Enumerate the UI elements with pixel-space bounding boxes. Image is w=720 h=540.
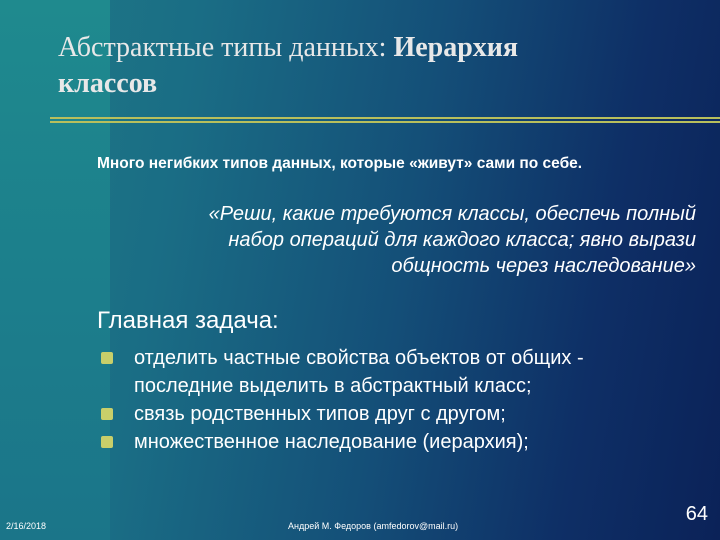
bullet-square-icon — [101, 408, 113, 420]
footer-date: 2/16/2018 — [6, 521, 47, 531]
quote-line: набор операций для каждого класса; явно вырази — [228, 229, 696, 251]
quote-line: «Реши, какие требуются классы, обеспечь полный — [208, 203, 696, 225]
title-bold-1: Иерархия — [393, 32, 519, 63]
bullet-text: множественное наследование (иерархия); — [134, 431, 529, 453]
slide-title — [58, 30, 658, 102]
bullet-text: отделить частные свойства объектов от общих - — [134, 347, 584, 369]
quote-line: общность через наследование» — [391, 255, 696, 277]
bullet-text: связь родственных типов друг с другом; — [134, 403, 506, 425]
bullet-text: последние выделить в абстрактный класс; — [134, 375, 532, 397]
title-underline — [50, 117, 720, 123]
footer-author: Андрей М. Федоров (amfedorov@mail.ru) — [288, 521, 459, 531]
task-heading: Главная задача: — [97, 307, 279, 334]
bullet-item — [97, 344, 697, 400]
quote-block — [100, 201, 696, 279]
bullet-item — [97, 400, 697, 428]
page-number: 64 — [685, 503, 708, 525]
bullet-square-icon — [101, 352, 113, 364]
intro-text: Много негибких типов данных, которые «живут» сами по себе. — [97, 155, 583, 172]
bullet-list — [97, 344, 697, 456]
title-light: Абстрактные типы данных: — [58, 32, 394, 63]
bullet-square-icon — [101, 436, 113, 448]
title-bold-2: классов — [58, 68, 158, 99]
bullet-item — [97, 428, 697, 456]
